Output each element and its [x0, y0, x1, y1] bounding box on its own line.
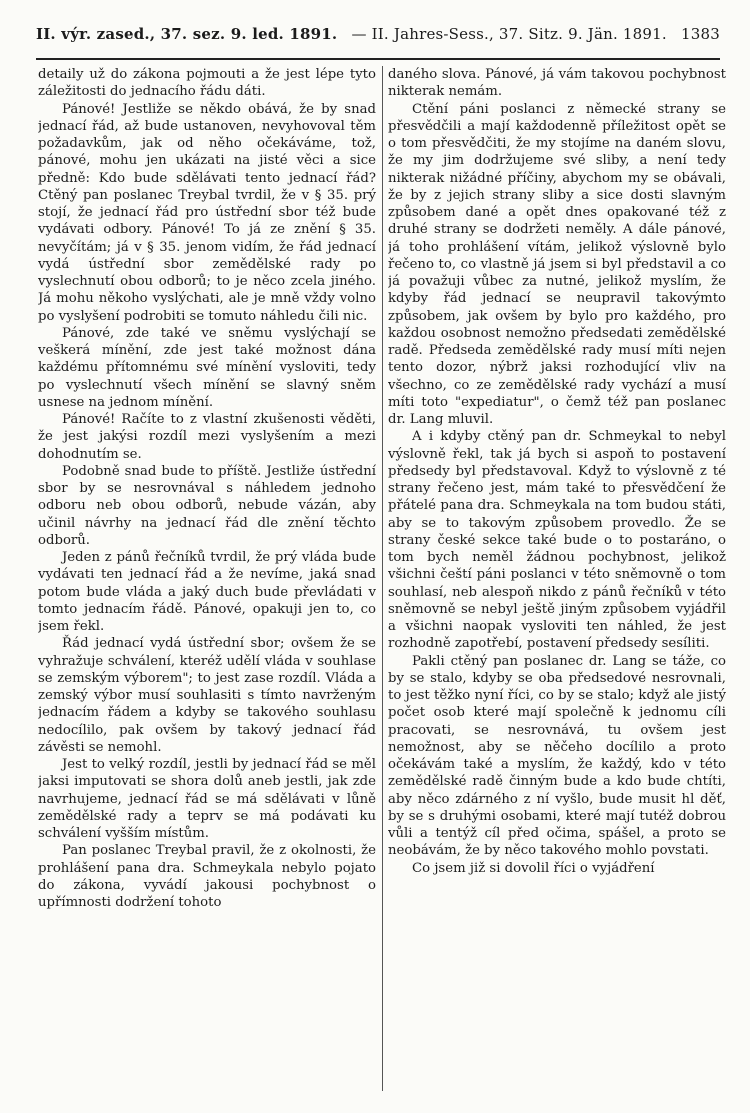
paragraph: Pan poslanec Treybal pravil, že z okolnosti, že prohlášení pana dra. Schmeykala nebylo pojato do zákona, vyvádí jakousi pochybnost o upřímnosti dodržení tohoto [38, 843, 376, 910]
paragraph: Pánové! Jestliže se někdo obává, že by snad jednací řád, až bude ustanoven, nevyhovoval těm požadavkům, jak od něho očekáváme, tož, pánové, mohu jen ukázati na jisté věci a sice předně: Kdo bude sdělávati tento jednací řád? Ctěný pan poslanec Treybal tvrdil, že v § 35. prý stojí, že jednací řád pro ústřední sbor též bude vydávati odbory. Pánové! To já ze znění § 35. nevyčítám; já v § 35. jenom vidím, že řád jednací vydá ústřední sbor zemědělské rady po vyslechnutí obou odborů; to je něco zcela jiného. Já mohu někoho vyslýchati, ale je mně vždy volno po vyslyšení podrobiti se tomuto náhledu čili nic. [38, 101, 376, 324]
paragraph: A i kdyby ctěný pan dr. Schmeykal to nebyl výslovně řekl, tak já bych si aspoň to postavení předsedy byl představoval. Když to výslovně z té strany řečeno jest, mám také to přesvědčení že přátelé pana dra. Schmeykala na tom budou státi, aby se to takovým způsobem provedlo. Že se strany české sekce také bude o to postaráno, o tom bych neměl žádnou pochybnost, jelikož všichni čeští páni poslanci v této sněmovně o tom souhlasí, neb alespoň nikdo z pánů řečníků v této sněmovně se nebyl ještě jiným způsobem vyjádřil a všichni naopak vysloviti ten náhled, že jest rozhodně zapotřebí, postavení předsedy sesíliti. [388, 429, 726, 652]
paragraph: Pánové! Račíte to z vlastní zkušenosti věděti, že jest jakýsi rozdíl mezi vyslyšením a mezi dohodnutím se. [38, 412, 376, 462]
paragraph: Řád jednací vydá ústřední sbor; ovšem že se vyhražuje schválení, kteréž udělí vláda v souhlase se zemským výborem"; to jest zase rozdíl. Vláda a zemský výbor musí souhlasiti s tímto navrženým jednacím řádem a kdyby se takového souhlasu nedocílilo, pak ovšem by takový jednací řád závěsti se nemohl. [38, 636, 376, 755]
paragraph: Co jsem již si dovolil říci o vyjádření [412, 860, 655, 876]
header-session-german: — II. Jahres-Sess., 37. Sitz. 9. Jän. 1891. [351, 25, 667, 43]
paragraph: Ctění páni poslanci z německé strany se přesvědčili a mají každodenně příležitost opět se o tom přesvědčiti, že my stojíme na daném slovu, že my jim dodržujeme své sliby, a není tedy nikterak nižádné příčiny, abychom my se obávali, že by z jejich strany sliby a sice dosti slavným způsobem dané a opět dnes opakované též z druhé strany se dodržeti neměly. A dále pánové, já toho prohlášení vítám, jelikož výslovně bylo řečeno to, co vlastně já jsem si byl představil a co já považuji vůbec za nutné, jelikož myslím, že kdyby řád jednací se neupravil takovýmto způsobem, jak ovšem by bylo pro každého, pro každou osobnost nemožno předsedati zemědělské radě. Předseda zemědělské rady musí míti nejen tento dozor, nýbrž jaksi rozhodující vliv na všechno, co ze zemědělské rady vychází a musí míti toto "expediatur", o čemž též pan poslanec dr. Lang mluvil. [388, 101, 726, 427]
paragraph: Podobně snad bude to příště. Jestliže ústřední sbor by se nesrovnával s náhledem jednoho odboru neb obou odborů, nebude vázán, aby učinil návrhy na jednací řád dle znění těchto odborů. [38, 463, 376, 548]
paragraph: daného slova. Pánové, já vám takovou pochybnost nikterak nemám. [388, 67, 726, 100]
paragraph: Pakli ctěný pan poslanec dr. Lang se táže, co by se stalo, kdyby se oba předsedové nesrovnali, to jest těžko nyní říci, co by se stalo; když ale jistý počet osob které mají společně k jednomu cíli pracovati, se nesrovnává, tu ovšem jest nemožnost, aby se něčeho docílilo a proto očekávám také a myslím, že každý, kdo v této zemědělské radě činným bude a kdo bude chtíti, aby něco zdárného z ní vyšlo, bude musit hl děť, by se s druhými osobami, které mají tutéž dobrou vůli a tentýž cíl před očima, spášel, a proto se neobávám, že by něco takového mohlo povstati. [388, 653, 726, 859]
column-divider [382, 66, 383, 1091]
header-session-czech: II. výr. zased., 37. sez. 9. led. 1891. [36, 25, 338, 43]
paragraph: Jeden z pánů řečníků tvrdil, že prý vláda bude vydávati ten jednací řád a že nevíme, jaká snad potom bude vláda a jaký duch bude převládati v tomto jednacím řádě. Pánové, opakuji jen to, co jsem řekl. [38, 550, 376, 634]
header-rule [36, 58, 720, 60]
paragraph: Pánové, zde také ve sněmu vyslýchají se veškerá mínění, zde jest také možnost dána každému přítomnému své mínění vysloviti, tedy po vyslechnutí všech mínění se slavný sněm usnese na jednom mínění. [38, 325, 376, 410]
page-header [36, 14, 720, 54]
paragraph: detaily už do zákona pojmouti a že jest lépe tyto záležitosti do jednacího řádu dáti. [38, 67, 376, 100]
right-column [388, 66, 726, 1096]
left-column [38, 66, 376, 1096]
page-number: 1383 [681, 25, 720, 43]
paragraph: Jest to velký rozdíl, jestli by jednací řád se měl jaksi imputovati se shora dolů aneb jestli, jak zde navrhujeme, jednací řád se má sdělávati v lůně zemědělské rady a teprv se má podávati ku schválení vyšším místům. [38, 757, 376, 841]
